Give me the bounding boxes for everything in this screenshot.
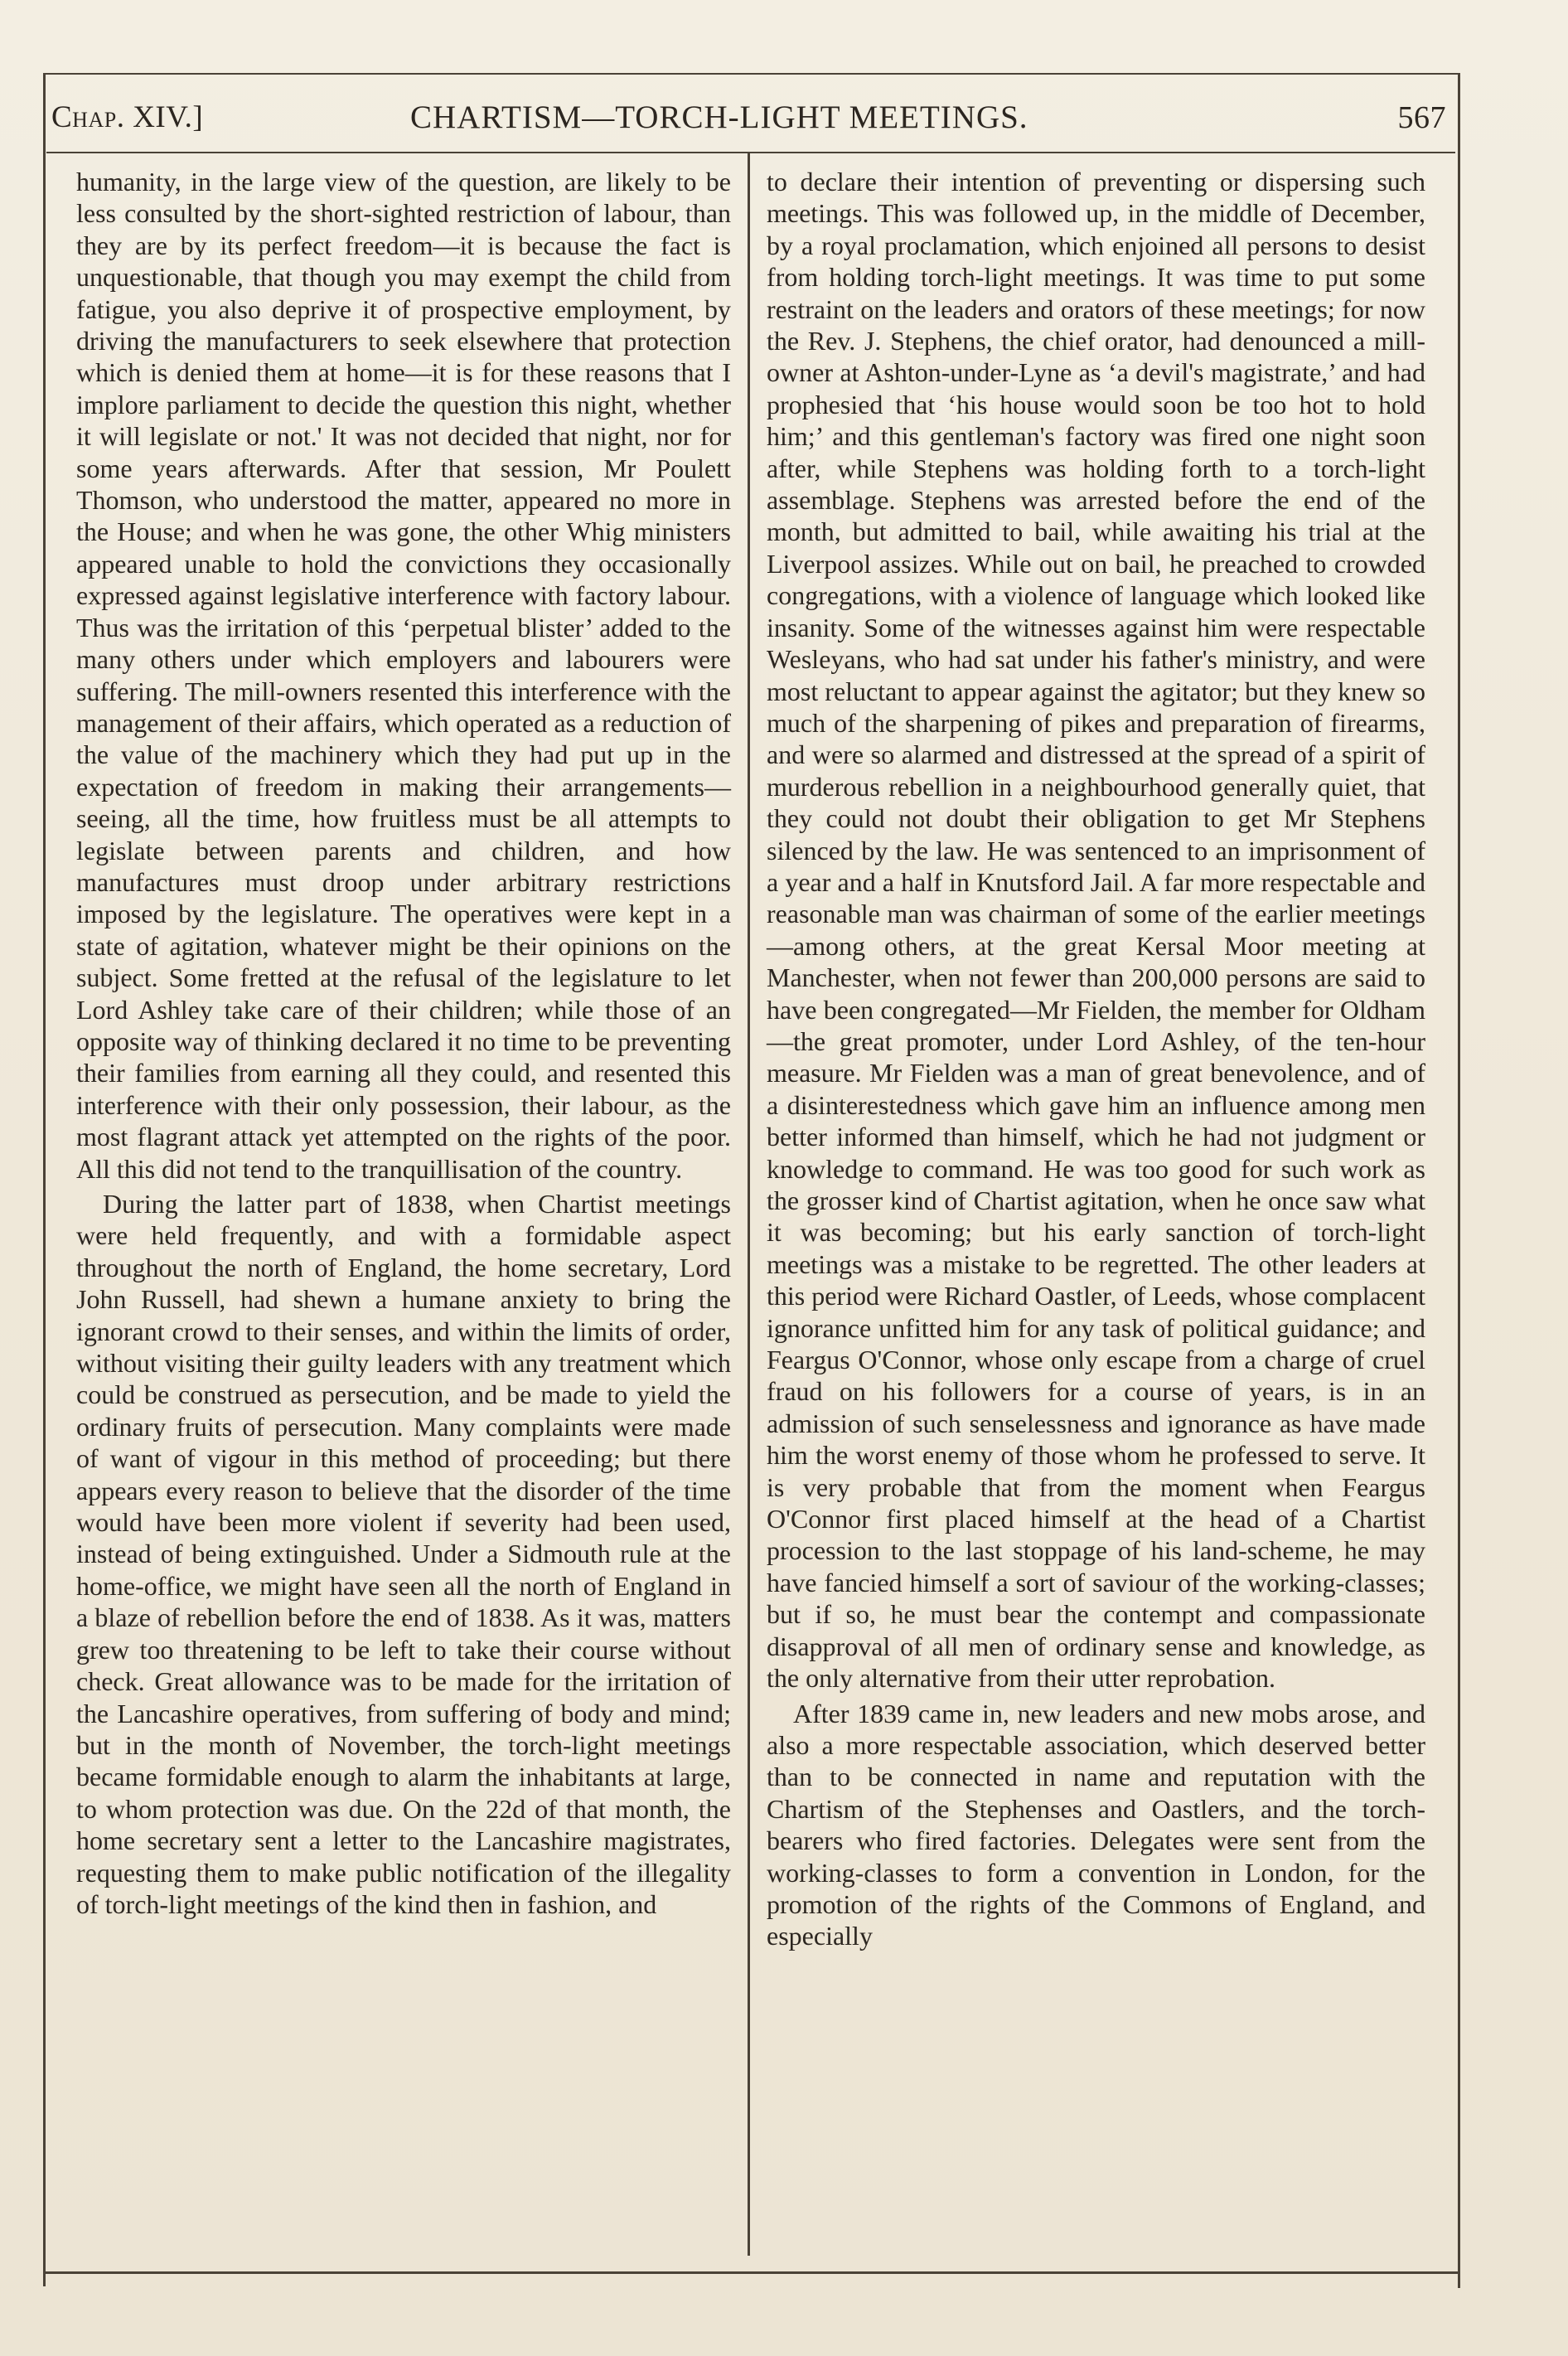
paragraph: After 1839 came in, new leaders and new mobs arose, and also a more respectable association, which deserved better than to be connected in name and reputation with the Chartism of the Stephenses and Oastlers, and the torch-bearers who fired factories. Delegates were sent from the working-classes to form a convention in London, for the promotion of the rights of the Commons of England, and especially xyxy=(767,1698,1425,1951)
chapter-label: Chap. XIV.] xyxy=(51,100,204,134)
paragraph: humanity, in the large view of the question, are likely to be less consulted by the short-sighted restriction of labour, than they are by its perfect freedom—it is because the fact is unquestionable, that though you may exempt the child from fatigue, you also deprive it of prospective employment, by driving the manufacturers to seek elsewhere that protection which is denied them at home—it is for these reasons that I implore parliament to decide the question this night, whether it will legislate or not.' It was not decided that night, nor for some years afterwards. After that session, Mr Poulett Thomson, who understood the matter, appeared no more in the House; and when he was gone, the other Whig ministers appeared unable to hold the convictions they occasionally expressed against legislative interference with factory labour. Thus was the irritation of this ‘perpetual blister’ added to the many others under which employers and labourers were suffering. The mill-owners resented this interference with the management of their affairs, which operated as a reduction of the value of the machinery which they had put up in the expectation of freedom in making their arrangements—seeing, all the time, how fruitless must be all attempts to legislate between parents and children, and how manufactures must droop under arbitrary restrictions imposed by the legislature. The operatives were kept in a state of agitation, whatever might be their opinions on the subject. Some fretted at the refusal of the legislature to let Lord Ashley take care of their children; while those of an opposite way of thinking declared it no time to be preventing their families from earning all they could, and resented this interference with their only possession, their labour, as the most flagrant attack yet attempted on the rights of the poor. All this did not tend to the tranquillisation of the country. xyxy=(76,167,731,1184)
page-border-top xyxy=(43,73,1460,75)
paragraph: to declare their intention of preventing or dispersing such meetings. This was followed up, in the middle of December, by a royal proclamation, which enjoined all persons to desist from holding torch-light meetings. It was time to put some restraint on the leaders and orators of these meetings; for now the Rev. J. Stephens, the chief orator, had denounced a mill-owner at Ashton-under-Lyne as ‘a devil's magistrate,’ and had prophesied that ‘his house would soon be too hot to hold him;’ and this gentleman's factory was fired one night soon after, while Stephens was holding forth to a torch-light assemblage. Stephens was arrested before the end of the month, but admitted to bail, while awaiting his trial at the Liverpool assizes. While out on bail, he preached to crowded congregations, with a violence of language which looked like insanity. Some of the witnesses against him were respectable Wesleyans, who had sat under his father's ministry, and were most reluctant to appear against the agitator; but they knew so much of the sharpening of pikes and preparation of firearms, and were so alarmed and distressed at the spread of a spirit of murderous rebellion in a neighbourhood generally quiet, that they could not doubt their obligation to get Mr Stephens silenced by the law. He was sentenced to an imprisonment of a year and a half in Knutsford Jail. A far more respectable and reasonable man was chairman of some of the earlier meetings—among others, at the great Kersal Moor meeting at Manchester, when not fewer than 200,000 persons are said to have been congregated—Mr Fielden, the member for Oldham—the great promoter, under Lord Ashley, of the ten-hour measure. Mr Fielden was a man of great benevolence, and of a disinterestedness which gave him an influence among men better informed than himself, which he had not judgment or knowledge to command. He was too good for such work as the grosser kind of Chartist agitation, when he once saw what it was becoming; but his early sanction of torch-light meetings was a mistake to be regretted. The other leaders at this period were Richard Oastler, of Leeds, whose complacent ignorance unfitted him for any task of political guidance; and Feargus O'Connor, whose only escape from a charge of cruel fraud on his followers for a course of years, is in an admission of such senselessness and ignorance as have made him the worst enemy of those whom he professed to serve. It is very probable that from the moment when Feargus O'Connor first placed himself at the head of a Chartist procession to the last stoppage of his land-scheme, he may have fancied himself a sort of saviour of the working-classes; but if so, he must bear the contempt and compassionate disapproval of all men of ordinary sense and knowledge, as the only alternative from their utter reprobation. xyxy=(767,167,1425,1694)
page-border-right xyxy=(1458,73,1460,2288)
page-number: 567 xyxy=(1397,100,1446,135)
page-border-bottom xyxy=(43,2271,1460,2274)
paragraph: During the latter part of 1838, when Chartist meetings were held frequently, and with a formidable aspect throughout the north of England, the home secretary, Lord John Russell, had shewn a humane anxiety to bring the ignorant crowd to their senses, and within the limits of order, without visiting their guilty leaders with any treatment which could be construed as persecution, and be made to yield the ordinary fruits of persecution. Many complaints were made of want of vigour in this method of proceeding; but there appears every reason to believe that the disorder of the time would have been more violent if severity had been used, instead of being extinguished. Under a Sidmouth rule at the home-office, we might have seen all the north of England in a blaze of rebellion before the end of 1838. As it was, matters grew too threatening to be left to take their course without check. Great allowance was to be made for the irritation of the Lancashire operatives, from suffering of body and mind; but in the month of November, the torch-light meetings became formidable enough to alarm the inhabitants at large, to whom protection was due. On the 22d of that month, the home secretary sent a letter to the Lancashire magistrates, requesting them to make public notification of the illegality of torch-light meetings of the kind then in fashion, and xyxy=(76,1189,731,1919)
header-rule xyxy=(46,152,1455,153)
left-column xyxy=(76,166,731,1920)
column-divider xyxy=(748,152,750,2256)
running-title: CHARTISM—TORCH-LIGHT MEETINGS. xyxy=(410,99,1028,135)
right-column xyxy=(767,166,1425,1952)
page-border-left xyxy=(43,73,46,2286)
